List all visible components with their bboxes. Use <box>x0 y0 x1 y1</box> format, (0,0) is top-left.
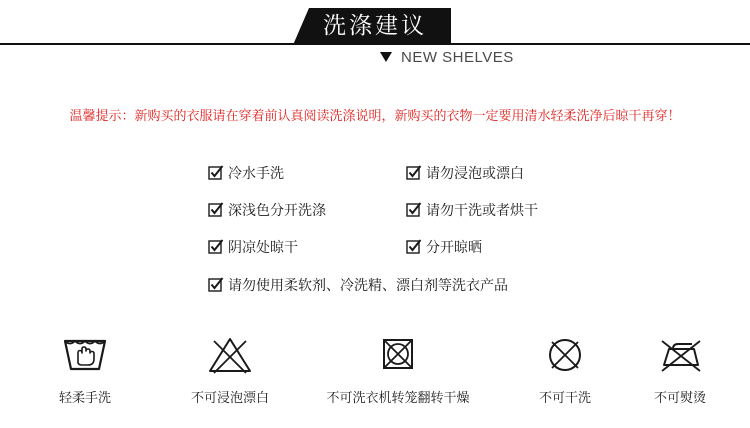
tip-label: 请勿使用柔软剂、冷洗精、漂白剂等洗衣产品 <box>228 278 508 294</box>
tip-label: 阴凉处晾干 <box>228 240 298 256</box>
tip-label: 请勿干洗或者烘干 <box>426 203 538 219</box>
checkbox-checked-icon <box>208 277 224 293</box>
tip-label: 冷水手洗 <box>228 166 284 182</box>
no-iron-icon <box>656 335 704 375</box>
checkbox-checked-icon <box>406 239 422 255</box>
hand-wash-icon <box>61 335 109 375</box>
no-tumble-dry-icon <box>374 335 422 375</box>
tip-item <box>406 237 482 257</box>
tip-label: 请勿浸泡或漂白 <box>426 166 524 182</box>
no-dry-clean-icon <box>541 335 589 375</box>
care-symbol-no-iron <box>615 335 745 406</box>
care-symbol-no-bleach <box>165 335 295 406</box>
tip-label: 深浅色分开洗涤 <box>228 203 326 219</box>
checkbox-checked-icon <box>208 239 224 255</box>
no-bleach-icon <box>206 335 254 375</box>
care-label: 不可熨烫 <box>653 391 706 406</box>
care-symbol-hand-wash <box>20 335 150 406</box>
care-label: 不可浸泡漂白 <box>190 391 269 406</box>
tip-label: 分开晾晒 <box>426 240 482 256</box>
checkbox-checked-icon <box>208 165 224 181</box>
tip-item <box>208 275 508 295</box>
care-label: 不可干洗 <box>538 391 591 406</box>
subtitle <box>380 47 514 67</box>
subtitle-text: NEW SHELVES <box>401 48 514 66</box>
tip-item <box>208 200 326 220</box>
triangle-down-icon <box>380 52 392 62</box>
care-symbol-no-dry-clean <box>500 335 630 406</box>
tip-item <box>208 163 284 183</box>
care-label: 不可洗衣机转笼翻转干燥 <box>326 391 470 406</box>
tip-item <box>406 163 524 183</box>
tip-item <box>208 237 298 257</box>
checkbox-checked-icon <box>406 202 422 218</box>
checkbox-checked-icon <box>406 165 422 181</box>
page-title: 洗涤建议 <box>323 13 427 39</box>
tip-item <box>406 200 538 220</box>
notice-text: 温馨提示：新购买的衣服请在穿着前认真阅读洗涤说明，新购买的衣物一定要用清水轻柔洗净后晾干再穿！ <box>69 109 681 124</box>
care-symbol-no-tumble-dry <box>326 335 470 406</box>
checkbox-checked-icon <box>208 202 224 218</box>
care-label: 轻柔手洗 <box>58 391 111 406</box>
